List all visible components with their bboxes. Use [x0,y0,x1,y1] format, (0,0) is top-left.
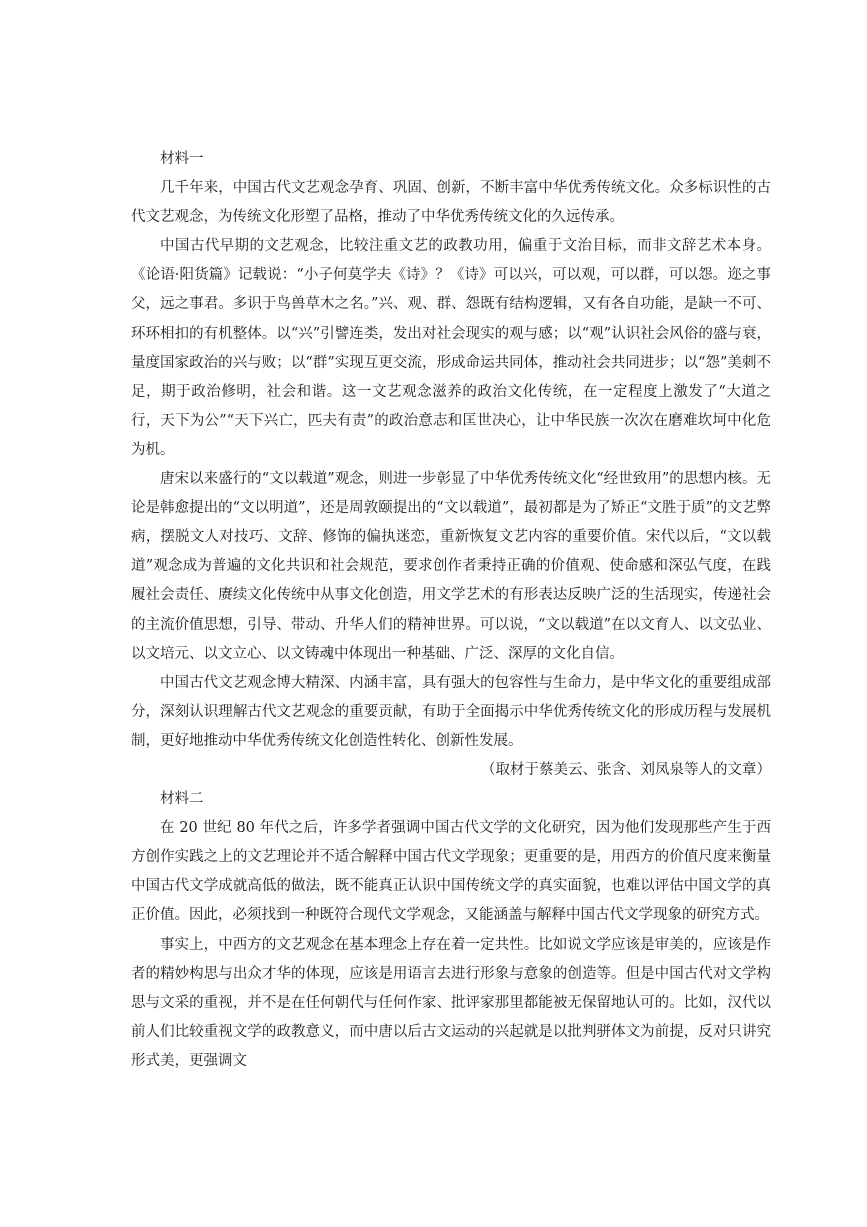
material-one-source-note: （取材于蔡美云、张含、刘凤泉等人的文章） [481,761,771,778]
material-one-paragraph-3: 唐宋以来盛行的“文以载道”观念，则进一步彰显了中华优秀传统文化“经世致用”的思想内核。无论是韩愈提出的“文以明道”，还是周敦颐提出的“文以载道”，最初都是为了矫正“文胜于质”的文艺弊病，摆脱文人对技巧、文辞、修饰的偏执迷恋，重新恢复文艺内容的重要价值。宋代以后，“文以载道”观念成为普遍的文化共识和社会规范，要求创作者秉持正确的价值观、使命感和深弘气度，在践履社会责任、赓续文化传统中从事文化创造，用文学艺术的有形表达反映广泛的生活现实，传递社会的主流价值思想，引导、带动、升华人们的精神世界。可以说，“文以载道”在以文育人、以文弘业、以文培元、以文立心、以文铸魂中体现出一种基础、广泛、深厚的文化自信。 [131,471,771,662]
material-two-heading: 材料二 [160,791,204,808]
material-two-paragraph-2: 事实上，中西方的文艺观念在基本理念上存在着一定共性。比如说文学应该是审美的，应该是作者的精妙构思与出众才华的体现，应该是用语言去进行形象与意象的创造等。但是中国古代对文学构思与文采的重视，并不是在任何朝代与任何作家、批评家那里都能被无保留地认可的。比如，汉代以前人们比较重视文学的政教意义，而中唐以后古文运动的兴起就是以批判骈体文为前提，反对只讲究形式美，更强调文 [131,936,771,1069]
material-one-heading: 材料一 [160,151,204,167]
material-one-paragraph-1: 几千年来，中国古代文艺观念孕育、巩固、创新，不断丰富中华优秀传统文化。众多标识性的古代文艺观念，为传统文化形塑了品格，推动了中华优秀传统文化的久远传承。 [131,180,771,226]
material-one-paragraph-2: 中国古代早期的文艺观念，比较注重文艺的政教功用，偏重于文治目标，而非文辞艺术本身。《论语·阳货篇》记载说：“小子何莫学夫《诗》？《诗》可以兴，可以观，可以群，可以怨。迩之事父，远之事君。多识于鸟兽草木之名。”兴、观、群、怨既有结构逻辑，又有各自功能，是缺一不可、环环相扣的有机整体。以“兴”引譬连类，发出对社会现实的观与感；以“观”认识社会风俗的盛与衰，量度国家政治的兴与败；以“群”实现互更交流，形成命运共同体，推动社会共同进步；以“怨”美刺不足，期于政治修明，社会和谐。这一文艺观念滋养的政治文化传统，在一定程度上激发了“大道之行，天下为公”“天下兴亡，匹夫有责”的政治意志和匡世决心，让中华民族一次次在磨难坎坷中化危为机。 [131,238,771,458]
material-one-paragraph-4: 中国古代文艺观念博大精深、内涵丰富，具有强大的包容性与生命力，是中华文化的重要组成部分，深刻认识理解古代文艺观念的重要贡献，有助于全面揭示中华优秀传统文化的形成历程与发展机制，更好地推动中华优秀传统文化创造性转化、创新性发展。 [131,674,771,749]
material-two-paragraph-1: 在 20 世纪 80 年代之后，许多学者强调中国古代文学的文化研究，因为他们发现那些产生于西方创作实践之上的文艺理论并不适合解释中国古代文学现象；更重要的是，用西方的价值尺度来衡量中国古代文学成就高低的做法，既不能真正认识中国传统文学的真实面貌，也难以评估中国文学的真正价值。因此，必须找到一种既符合现代文学观念，又能涵盖与解释中国古代文学现象的研究方式。 [131,820,771,924]
document-body [131,145,771,1076]
